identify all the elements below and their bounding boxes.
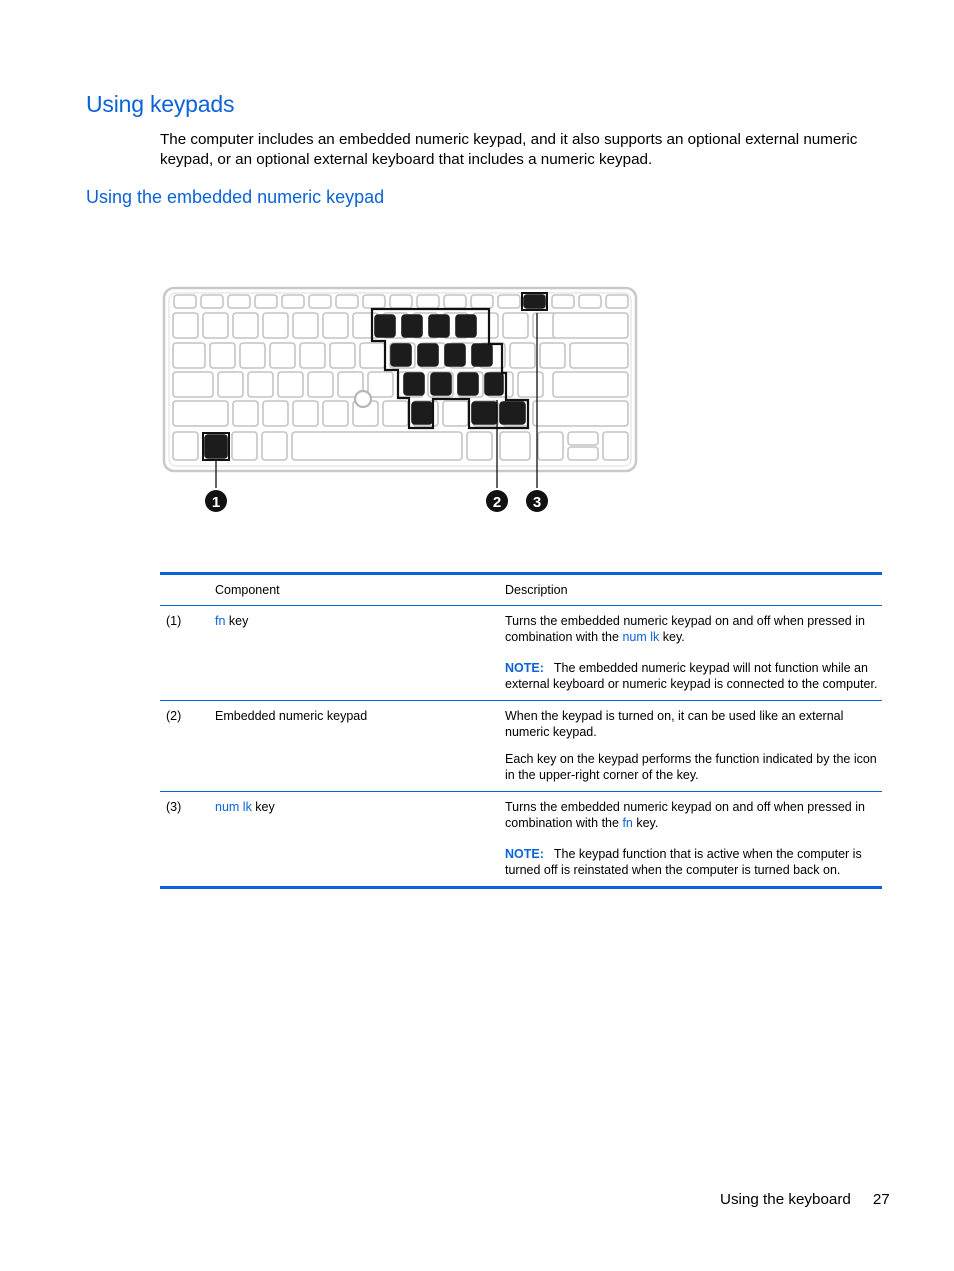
fn-term: fn (215, 614, 226, 628)
description-cell: When the keypad is turned on, it can be used like an external numeric keypad. Each key on the keypad performs the function indicated by the icon in the upper-right corner of the key. (505, 709, 877, 782)
note: NOTE: The embedded numeric keypad will not function while an external keyboard or numeric keypad is connected to the computer. (505, 661, 878, 691)
keyboard-key (360, 343, 385, 368)
keyboard-key (533, 401, 628, 426)
keyboard-key (500, 432, 530, 460)
footer-section: Using the keyboard (720, 1191, 851, 1208)
keyboard-illustration (160, 282, 650, 522)
keypad-key (375, 315, 395, 337)
intro-paragraph: The computer includes an embedded numeric keypad, and it also supports an optional external numeric keypad, or an optional external keyboard that includes a numeric keypad. (160, 131, 858, 168)
header-component: Component (215, 583, 280, 597)
pointing-stick (355, 391, 371, 407)
keyboard-key (300, 343, 325, 368)
section-heading: Using the embedded numeric keypad (86, 187, 385, 207)
note-label: NOTE: (505, 847, 544, 861)
keyboard-key (262, 432, 287, 460)
keyboard-key (330, 343, 355, 368)
callout-1 (205, 490, 227, 512)
keyboard-key (538, 432, 563, 460)
keyboard-key (173, 313, 198, 338)
keyboard-key (503, 313, 528, 338)
keyboard-key (553, 313, 628, 338)
keypad-key (524, 295, 545, 308)
keypad-key (472, 402, 497, 424)
keyboard-key (308, 372, 333, 397)
keyboard-key (471, 295, 493, 308)
keyboard-key (568, 447, 598, 460)
keyboard-key (498, 295, 520, 308)
note: NOTE: The keypad function that is active when the computer is turned off is reinstated when the computer is turned back on. (505, 847, 862, 877)
keypad-key (429, 315, 449, 337)
keyboard-key (233, 313, 258, 338)
header-description: Description (505, 583, 568, 597)
keypad-key (391, 344, 411, 366)
fn-term: fn (622, 816, 633, 830)
keyboard-key (282, 295, 304, 308)
page-number: 27 (872, 1191, 890, 1208)
keyboard-key (443, 401, 468, 426)
keypad-key (445, 344, 465, 366)
num-lk-term: num lk (215, 800, 252, 814)
keyboard-key (173, 372, 213, 397)
keyboard-key (383, 401, 408, 426)
keypad-key (485, 373, 503, 395)
keypad-key (458, 373, 478, 395)
keypad-key (472, 344, 492, 366)
keyboard-key (309, 295, 331, 308)
keyboard-key (323, 313, 348, 338)
keyboard-key (218, 372, 243, 397)
keyboard-key (417, 295, 439, 308)
num-lk-term: num lk (622, 630, 660, 644)
keyboard-key (173, 432, 198, 460)
keyboard-key (263, 401, 288, 426)
keyboard-key (540, 343, 565, 368)
keyboard-key (255, 295, 277, 308)
keyboard-key (553, 372, 628, 397)
keyboard-key (467, 432, 492, 460)
keyboard-key (336, 295, 358, 308)
keyboard-key (173, 401, 228, 426)
callout-1-label: 1 (211, 494, 221, 511)
keyboard-key (368, 372, 393, 397)
keyboard-key (570, 343, 628, 368)
keypad-key (412, 402, 432, 424)
page-heading: Using keypads (86, 91, 235, 117)
keyboard-figure (160, 282, 650, 522)
keyboard-key (248, 372, 273, 397)
keypad-key (500, 402, 525, 424)
component-cell: num lk key (215, 800, 275, 814)
component-cell: fn key (215, 614, 249, 628)
callout-3 (526, 490, 548, 512)
callout-3-label: 3 (532, 494, 542, 511)
description-cell: Turns the embedded numeric keypad on and off when pressed in combination with the num lk key. NOTE: The embedded numeric keypad will not function while an external keyboard or numeric keypad is connected to the computer. (505, 614, 878, 691)
keyboard-key (390, 295, 412, 308)
keyboard-key (518, 372, 543, 397)
keyboard-key (240, 343, 265, 368)
keyboard-key (232, 432, 257, 460)
keyboard-key (568, 432, 598, 445)
keyboard-key (210, 343, 235, 368)
keyboard-key (579, 295, 601, 308)
keypad-key (205, 435, 227, 458)
keyboard-key (444, 295, 466, 308)
keyboard-key (552, 295, 574, 308)
keyboard-key (228, 295, 250, 308)
keyboard-key (203, 313, 228, 338)
keyboard-key (603, 432, 628, 460)
table-row (160, 701, 882, 792)
component-cell: Embedded numeric keypad (215, 709, 368, 723)
keypad-key (418, 344, 438, 366)
keyboard-key (270, 343, 295, 368)
keyboard-key (263, 313, 288, 338)
callout-2 (486, 490, 508, 512)
table-row (160, 606, 882, 701)
keyboard-keys (173, 295, 628, 460)
row-number: (1) (166, 614, 182, 628)
callout-2-label: 2 (492, 494, 502, 511)
keyboard-key (293, 401, 318, 426)
table-row (160, 792, 882, 886)
keyboard-key (201, 295, 223, 308)
keyboard-key (278, 372, 303, 397)
table-header-row (160, 575, 882, 606)
component-table (160, 572, 882, 889)
keyboard-key (363, 295, 385, 308)
page-footer (720, 1191, 890, 1208)
keypad-key (402, 315, 422, 337)
keypad-key (404, 373, 424, 395)
row-number: (3) (166, 800, 182, 814)
keyboard-key (323, 401, 348, 426)
keyboard-key (174, 295, 196, 308)
keyboard-key (292, 432, 462, 460)
keypad-key (431, 373, 451, 395)
keyboard-key (173, 343, 205, 368)
keyboard-key (293, 313, 318, 338)
keyboard-key (606, 295, 628, 308)
note-label: NOTE: (505, 661, 544, 675)
row-number: (2) (166, 709, 182, 723)
keyboard-key (233, 401, 258, 426)
description-cell: Turns the embedded numeric keypad on and off when pressed in combination with the fn key. NOTE: The keypad function that is active when the computer is turned off is reinstated when the computer is turned back on. (505, 799, 882, 878)
keyboard-key (510, 343, 535, 368)
keypad-key (456, 315, 476, 337)
